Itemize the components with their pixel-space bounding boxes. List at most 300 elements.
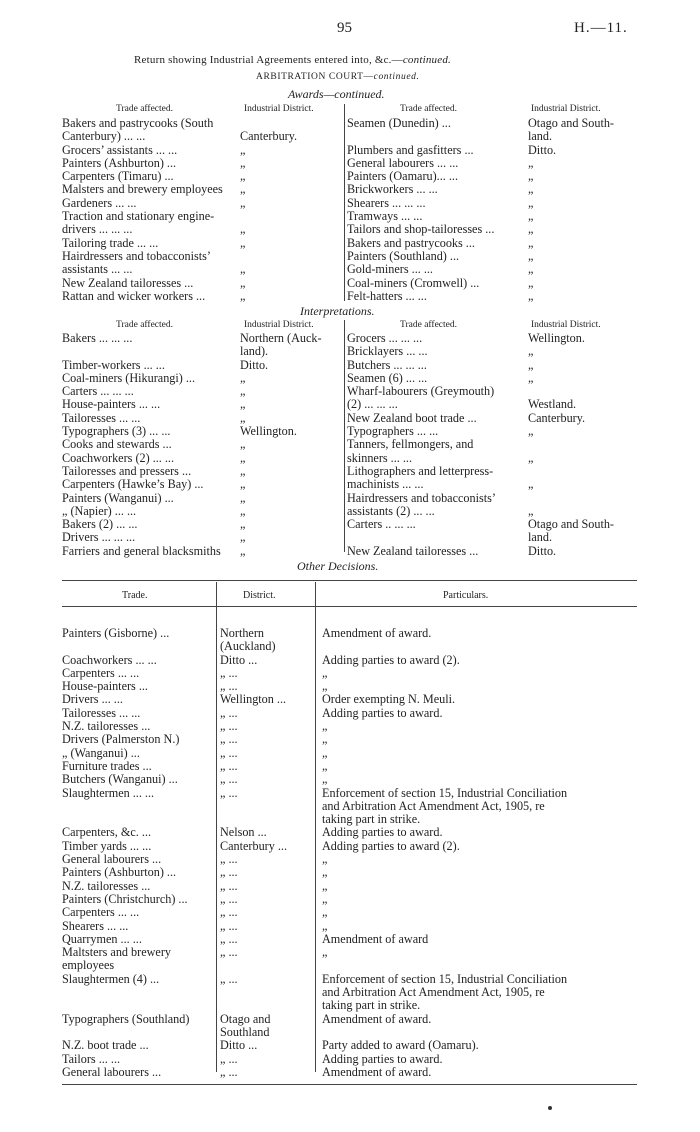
other-decisions-heading: Other Decisions. (297, 559, 379, 573)
district-name: „ (240, 491, 246, 505)
district-name: „ (528, 263, 534, 277)
trade-name: Typographers ... ... (347, 425, 439, 439)
list-item (62, 359, 342, 372)
other-decisions-table (62, 627, 637, 1079)
district-name: Wellington. (528, 332, 585, 345)
table-header-rule (62, 606, 637, 607)
trade-name: House-painters ... ... (62, 398, 161, 412)
district-name: „ (240, 438, 246, 452)
trade-name: Typographers (3) ... ... (62, 425, 171, 439)
district-cell: „ ... (220, 680, 238, 694)
list-item (62, 412, 342, 425)
table-row (62, 773, 637, 786)
trade-name: Drivers ... ... ... (62, 531, 136, 545)
interp-right-trade-header: Trade affected. (400, 320, 457, 330)
list-item (62, 144, 342, 157)
list-item (347, 452, 637, 465)
district-name: „ (240, 464, 246, 478)
district-name: „ (240, 371, 246, 385)
trade-name: Gold-miners ... ... (347, 263, 433, 277)
trade-name: Hairdressers and tobacconists’ (62, 249, 211, 263)
list-item (347, 290, 637, 303)
table-row (62, 866, 637, 879)
particulars-cell: Adding parties to award (2). (322, 839, 460, 853)
table-row (62, 973, 637, 986)
trade-name: Lithographers and letterpress- (347, 464, 494, 478)
district-cell: „ ... (220, 932, 238, 946)
document-title (134, 54, 451, 66)
list-item (62, 452, 342, 465)
trade-name: skinners ... ... (347, 451, 412, 465)
table-row (62, 840, 637, 853)
awards-right-trade-header: Trade affected. (400, 104, 457, 114)
interp-left-trade-header: Trade affected. (116, 320, 173, 330)
list-item (347, 263, 637, 276)
list-item (347, 425, 637, 438)
table-row (62, 813, 637, 826)
trade-name: Grocers’ assistants ... ... (62, 143, 178, 157)
list-item (62, 465, 342, 478)
table-row (62, 1039, 637, 1052)
trade-cell: Quarrymen ... ... (62, 932, 142, 946)
list-item (347, 170, 637, 183)
district-name: „ (240, 223, 246, 237)
district-cell: „ ... (220, 706, 238, 720)
trade-name: New Zealand tailoresses ... (62, 276, 194, 290)
district-cell: Ditto ... (220, 653, 258, 667)
other-district-header: District. (243, 590, 276, 601)
particulars-cell: and Arbitration Act Amendment Act, 1905, re (322, 986, 545, 1000)
district-cell: „ ... (220, 746, 238, 760)
list-item (347, 478, 637, 491)
table-row (62, 680, 637, 693)
trade-name: (2) ... ... ... (347, 398, 398, 412)
trade-cell: N.Z. tailoresses ... (62, 879, 151, 893)
particulars-cell: Adding parties to award. (322, 826, 443, 840)
interp-right-district-header: Industrial District. (531, 320, 601, 330)
district-cell: (Auckland) (220, 640, 276, 654)
table-row (62, 826, 637, 839)
page-mark-dot (548, 1106, 552, 1110)
trade-name: Felt-hatters ... ... (347, 289, 427, 303)
district-name: Otago and South- (528, 117, 614, 130)
table-row (62, 667, 637, 680)
district-name: land. (528, 130, 553, 144)
district-name: „ (528, 156, 534, 170)
district-cell: „ ... (220, 786, 238, 800)
particulars-cell: „ (322, 879, 328, 893)
table-row (62, 787, 637, 800)
list-item (347, 531, 637, 544)
district-name: „ (528, 210, 534, 224)
particulars-cell: „ (322, 906, 328, 920)
district-name: „ (240, 385, 246, 399)
particulars-cell: Party added to award (Oamaru). (322, 1039, 479, 1053)
trade-name: Brickworkers ... ... (347, 183, 438, 197)
table-row (62, 880, 637, 893)
list-item (347, 398, 637, 411)
trade-name: Tailors and shop-tailoresses ... (347, 223, 495, 237)
table-top-rule (62, 580, 637, 581)
particulars-cell: Adding parties to award. (322, 706, 443, 720)
particulars-cell: Enforcement of section 15, Industrial Conciliation (322, 786, 568, 800)
district-name: „ (528, 504, 534, 518)
trade-name: Painters (Oamaru)... ... (347, 170, 459, 184)
district-cell: Otago and (220, 1012, 271, 1026)
list-item (347, 438, 637, 451)
trade-cell: Furniture trades ... (62, 759, 152, 773)
district-name: „ (240, 196, 246, 210)
trade-name: Carters .. ... ... (347, 518, 416, 532)
list-item (347, 385, 637, 398)
district-cell: „ ... (220, 720, 238, 734)
trade-name: Gardeners ... ... (62, 196, 137, 210)
table-row (62, 1066, 637, 1079)
trade-cell: Typographers (Southland) (62, 1012, 190, 1026)
district-name: „ (240, 156, 246, 170)
table-row (62, 760, 637, 773)
trade-cell: Drivers ... ... (62, 693, 123, 707)
district-cell: „ ... (220, 773, 238, 787)
trade-name: Bakers ... ... ... (62, 332, 133, 345)
trade-name: Seamen (Dunedin) ... (347, 117, 451, 130)
trade-cell: Slaughtermen (4) ... (62, 972, 160, 986)
district-name: „ (240, 276, 246, 290)
district-name: „ (528, 196, 534, 210)
trade-name: Bakers and pastrycooks ... (347, 236, 475, 250)
list-item (62, 345, 342, 358)
list-item (62, 425, 342, 438)
district-name: „ (240, 263, 246, 277)
district-cell: „ ... (220, 853, 238, 867)
list-item (62, 332, 342, 345)
district-name: land). (240, 345, 269, 359)
awards-column-divider (344, 104, 345, 301)
trade-cell: Painters (Ashburton) ... (62, 866, 177, 880)
list-item (62, 398, 342, 411)
list-item (347, 130, 637, 143)
particulars-cell: „ (322, 666, 328, 680)
particulars-cell: taking part in strike. (322, 999, 421, 1013)
list-item (347, 250, 637, 263)
particulars-cell: „ (322, 680, 328, 694)
particulars-cell: „ (322, 892, 328, 906)
district-cell: Canterbury ... (220, 839, 288, 853)
district-name: „ (528, 236, 534, 250)
table-row (62, 640, 637, 653)
list-item (62, 183, 342, 196)
list-item (347, 465, 637, 478)
list-item (62, 197, 342, 210)
trade-name: Timber-workers ... ... (62, 358, 165, 372)
trade-name: Rattan and wicker workers ... (62, 289, 206, 303)
trade-name: Coal-miners (Hikurangi) ... (62, 371, 196, 385)
list-item (62, 531, 342, 544)
district-name: „ (240, 183, 246, 197)
district-cell: „ ... (220, 919, 238, 933)
trade-name: Butchers ... ... ... (347, 358, 427, 372)
table-row (62, 893, 637, 906)
trade-cell: Tailoresses ... ... (62, 706, 141, 720)
table-row (62, 1026, 637, 1039)
list-item (62, 518, 342, 531)
district-name: Westland. (528, 398, 577, 412)
trade-name: Bakers (2) ... ... (62, 518, 138, 532)
list-item (62, 545, 342, 558)
trade-name: Malsters and brewery employees (62, 183, 223, 197)
trade-name: Carpenters (Hawke’s Bay) ... (62, 478, 204, 492)
list-item (347, 117, 637, 130)
district-name: „ (528, 451, 534, 465)
district-name: Canterbury. (240, 130, 298, 144)
trade-name: drivers ... ... ... (62, 223, 133, 237)
trade-cell: Painters (Christchurch) ... (62, 892, 188, 906)
trade-name: Carpenters (Timaru) ... (62, 170, 174, 184)
trade-cell: Drivers (Palmerston N.) (62, 733, 180, 747)
particulars-cell: Amendment of award. (322, 627, 432, 640)
particulars-cell: Enforcement of section 15, Industrial Conciliation (322, 972, 568, 986)
table-row (62, 999, 637, 1012)
particulars-cell: „ (322, 946, 328, 960)
district-name: „ (240, 504, 246, 518)
table-row (62, 986, 637, 999)
list-item (347, 197, 637, 210)
list-item (347, 237, 637, 250)
district-name: „ (240, 478, 246, 492)
awards-left-district-header: Industrial District. (244, 104, 314, 114)
particulars-cell: taking part in strike. (322, 813, 421, 827)
awards-right-district-header: Industrial District. (531, 104, 601, 114)
interp-left-district-header: Industrial District. (244, 320, 314, 330)
trade-name: Grocers ... ... ... (347, 332, 423, 345)
trade-name: machinists ... ... (347, 478, 424, 492)
list-item (62, 170, 342, 183)
particulars-cell: and Arbitration Act Amendment Act, 1905, re (322, 799, 545, 813)
other-particulars-header: Particulars. (443, 590, 489, 601)
district-name: Ditto. (240, 358, 269, 372)
district-cell: „ ... (220, 906, 238, 920)
particulars-cell: „ (322, 919, 328, 933)
trade-name: Painters (Ashburton) ... (62, 156, 177, 170)
list-item (347, 359, 637, 372)
title-suffix: continued. (402, 54, 451, 66)
trade-name: Painters (Southland) ... (347, 249, 460, 263)
trade-cell: N.Z. tailoresses ... (62, 720, 151, 734)
trade-name: Plumbers and gasfitters ... (347, 143, 474, 157)
trade-cell: House-painters ... (62, 680, 148, 694)
particulars-cell: „ (322, 746, 328, 760)
particulars-cell: „ (322, 759, 328, 773)
list-item (62, 130, 342, 143)
list-item (62, 478, 342, 491)
trade-name: Tailoresses ... ... (62, 411, 141, 425)
table-row (62, 720, 637, 733)
district-name: Wellington. (240, 425, 297, 439)
trade-name: Bricklayers ... ... (347, 345, 428, 359)
trade-cell: Carpenters ... ... (62, 666, 140, 680)
particulars-cell: „ (322, 720, 328, 734)
awards-heading: Awards—continued. (288, 87, 385, 101)
district-name: „ (240, 289, 246, 303)
trade-name: Tailoresses and pressers ... (62, 464, 192, 478)
particulars-cell: „ (322, 853, 328, 867)
particulars-cell: Amendment of award (322, 932, 429, 946)
district-cell: Southland (220, 1025, 270, 1039)
trade-cell: Carpenters ... ... (62, 906, 140, 920)
district-name: „ (240, 411, 246, 425)
table-row (62, 959, 637, 972)
interpretations-heading: Interpretations. (300, 304, 375, 318)
interp-right-list (347, 332, 637, 558)
trade-name: Traction and stationary engine- (62, 210, 215, 224)
trade-name: Wharf-labourers (Greymouth) (347, 385, 495, 399)
district-name: „ (240, 518, 246, 532)
list-item (347, 545, 637, 558)
district-cell: „ ... (220, 892, 238, 906)
list-item (62, 237, 342, 250)
table-row (62, 906, 637, 919)
district-name: Northern (Auck- (240, 332, 322, 345)
table-row (62, 693, 637, 706)
district-cell: Ditto ... (220, 1039, 258, 1053)
district-name: „ (240, 531, 246, 545)
trade-cell: Shearers ... ... (62, 919, 129, 933)
trade-cell: Timber yards ... ... (62, 839, 152, 853)
list-item (62, 505, 342, 518)
district-name: „ (528, 345, 534, 359)
trade-name: Coachworkers (2) ... ... (62, 451, 175, 465)
district-cell: Northern (220, 627, 264, 640)
list-item (347, 332, 637, 345)
particulars-cell: Adding parties to award (2). (322, 653, 460, 667)
trade-cell: General labourers ... (62, 1065, 162, 1079)
table-row (62, 933, 637, 946)
district-name: Ditto. (528, 544, 557, 558)
trade-cell: employees (62, 959, 115, 973)
district-name: „ (240, 236, 246, 250)
trade-cell: Painters (Gisborne) ... (62, 627, 170, 640)
trade-cell: Butchers (Wanganui) ... (62, 773, 178, 787)
particulars-cell: „ (322, 866, 328, 880)
list-item (347, 492, 637, 505)
report-reference: H.—11. (574, 20, 628, 36)
table-row (62, 800, 637, 813)
list-item (347, 223, 637, 236)
list-item (62, 492, 342, 505)
title-prefix: Return showing Industrial Agreements entered into, &c.— (134, 54, 403, 66)
trade-cell: „ (Wanganui) ... (62, 746, 140, 760)
list-item (347, 277, 637, 290)
table-row (62, 920, 637, 933)
trade-cell: Maltsters and brewery (62, 946, 171, 960)
table-row (62, 627, 637, 640)
trade-name: Shearers ... ... ... (347, 196, 426, 210)
trade-name: assistants (2) ... ... (347, 504, 435, 518)
list-item (62, 157, 342, 170)
trade-name: Bakers and pastrycooks (South (62, 117, 214, 130)
list-item (347, 372, 637, 385)
trade-name: Seamen (6) ... ... (347, 371, 428, 385)
list-item (62, 263, 342, 276)
list-item (347, 144, 637, 157)
district-name: „ (240, 143, 246, 157)
district-cell: „ ... (220, 879, 238, 893)
table-row (62, 853, 637, 866)
district-cell: „ ... (220, 946, 238, 960)
district-name: „ (528, 276, 534, 290)
list-item (347, 412, 637, 425)
district-name: „ (528, 223, 534, 237)
district-name: Otago and South- (528, 518, 614, 532)
district-name: „ (528, 183, 534, 197)
district-cell: „ ... (220, 733, 238, 747)
other-trade-header: Trade. (122, 590, 148, 601)
list-item (347, 505, 637, 518)
district-name: „ (528, 249, 534, 263)
district-cell: Wellington ... (220, 693, 287, 707)
awards-left-list (62, 117, 342, 303)
document-subtitle (256, 72, 419, 82)
subtitle-prefix: ARBITRATION COURT— (256, 72, 374, 82)
subtitle-suffix: continued. (373, 72, 420, 82)
district-name: „ (240, 544, 246, 558)
list-item (347, 183, 637, 196)
table-row (62, 946, 637, 959)
trade-name: Hairdressers and tobacconists’ (347, 491, 496, 505)
district-name: land. (528, 531, 553, 545)
district-name: Canterbury. (528, 411, 586, 425)
district-name: Ditto. (528, 143, 557, 157)
trade-name: Tailoring trade ... ... (62, 236, 159, 250)
list-item (62, 223, 342, 236)
trade-cell: Carpenters, &c. ... (62, 826, 152, 840)
trade-name: Cooks and stewards ... (62, 438, 172, 452)
list-item (62, 210, 342, 223)
table-row (62, 1053, 637, 1066)
district-cell: „ ... (220, 1065, 238, 1079)
trade-cell: N.Z. boot trade ... (62, 1039, 149, 1053)
district-name: „ (240, 451, 246, 465)
particulars-cell: „ (322, 773, 328, 787)
trade-name: Painters (Wanganui) ... (62, 491, 174, 505)
particulars-cell: Amendment of award. (322, 1012, 432, 1026)
district-name: „ (528, 425, 534, 439)
list-item (62, 277, 342, 290)
table-bottom-rule (62, 1084, 637, 1085)
interp-left-list (62, 332, 342, 558)
trade-name: Coal-miners (Cromwell) ... (347, 276, 480, 290)
page-number: 95 (337, 20, 352, 36)
awards-left-trade-header: Trade affected. (116, 104, 173, 114)
table-row (62, 1013, 637, 1026)
district-cell: Nelson ... (220, 826, 267, 840)
list-item (62, 372, 342, 385)
trade-cell: Coachworkers ... ... (62, 653, 157, 667)
trade-name: General labourers ... ... (347, 156, 459, 170)
trade-name: „ (Napier) ... ... (62, 504, 137, 518)
district-cell: „ ... (220, 666, 238, 680)
list-item (62, 290, 342, 303)
district-name: „ (240, 398, 246, 412)
trade-name: Tramways ... ... (347, 210, 423, 224)
district-cell: „ ... (220, 759, 238, 773)
list-item (347, 345, 637, 358)
trade-name: Carters ... ... ... (62, 385, 134, 399)
district-name: „ (528, 478, 534, 492)
trade-name: assistants ... ... (62, 263, 133, 277)
particulars-cell: Amendment of award. (322, 1065, 432, 1079)
district-name: „ (240, 170, 246, 184)
